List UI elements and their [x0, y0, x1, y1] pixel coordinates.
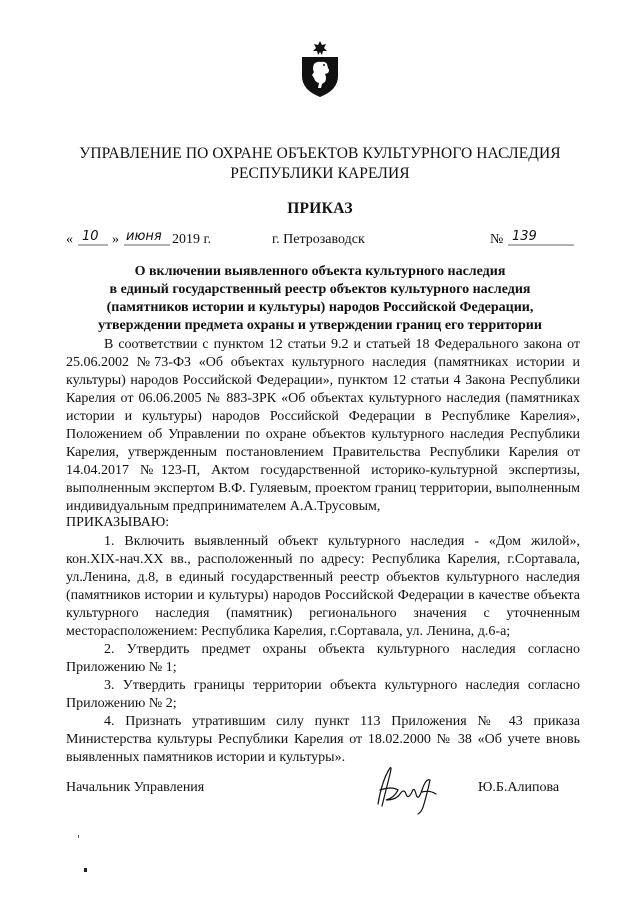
- subject-line: в единый государственный реестр объектов культурного наследия: [109, 282, 531, 297]
- order-items: [66, 533, 580, 767]
- number-label: №: [490, 232, 504, 247]
- handwritten-signature-icon: [370, 760, 450, 818]
- order-number: 139: [512, 229, 537, 244]
- order-item-4: 4. Признать утратившим силу пункт 113 Приложения № 43 приказа Министерства культуры Республики Карелия от 18.02.2000 № 38 «Об учете вновь выявленных памятников истории и культуры».: [66, 714, 580, 765]
- subject-line: утверждении предмета охраны и утверждении границ его территории: [98, 318, 542, 333]
- scan-mark: [84, 868, 87, 872]
- coat-of-arms-icon: [297, 40, 343, 98]
- preamble: [66, 336, 580, 516]
- quote-close: »: [112, 232, 119, 247]
- signatory-name: Ю.Б.Алипова: [478, 780, 560, 795]
- subject-line: (памятников истории и культуры) народов Российской Федерации,: [106, 300, 534, 315]
- org-line-1: УПРАВЛЕНИЕ ПО ОХРАНЕ ОБЪЕКТОВ КУЛЬТУРНОГО НАСЛЕДИЯ: [79, 145, 561, 162]
- date-day: 10: [82, 229, 99, 244]
- quote-open: «: [66, 232, 73, 247]
- order-item-3: 3. Утвердить границы территории объекта культурного наследия согласно Приложению № 2;: [66, 678, 580, 711]
- city: г. Петрозаводск: [272, 232, 365, 247]
- date-month: июня: [126, 229, 162, 244]
- signatory-position: Начальник Управления: [66, 780, 205, 795]
- order-item-2: 2. Утвердить предмет охраны объекта культурного наследия согласно Приложению № 1;: [66, 642, 580, 675]
- document-type: ПРИКАЗ: [287, 200, 353, 217]
- organization-name: [60, 144, 580, 184]
- order-word: ПРИКАЗЫВАЮ:: [66, 515, 170, 530]
- date-year: 2019 г.: [172, 232, 212, 247]
- scan-mark: [78, 835, 79, 838]
- number-underline: [508, 244, 574, 247]
- preamble-text: В соответствии с пунктом 12 статьи 9.2 и статьей 18 Федерального закона от 25.06.2002 №73-ФЗ «Об объектах культурного наследия (памятниках истории и культуры) народов Российской Федерации», пунктом 12 статьи 4 Закона Республики Карелия от 06.06.2005 № 883-ЗРК «Об объектах культурного наследия (памятниках истории и культуры) народов Российской Федерации в Республике Карелия», Положением об Управлении по охране объектов культурного наследия Республики Карелия, утвержденным постановлением Правительства Республики Карелия от 14.04.2017 №123-П, Актом государственной историко-культурной экспертизы, выполненным экспертом В.Ф. Гуляевым, проектом границ территории, выполненным индивидуальным предпринимателем А.А.Трусовым,: [66, 337, 580, 514]
- order-item-1: 1. Включить выявленный объект культурного наследия - «Дом жилой», кон.XIX-нач.XX вв., расположенный по адресу: Республика Карелия, г.Сортавала, ул.Ленина, д.8, в единый государственный реестр объектов культурного наследия (памятников истории и культуры) народов Российской Федерации в качестве объекта культурного наследия (памятник) регионального значения с уточненным месторасположением: Республика Карелия, г.Сортавала, ул. Ленина, д.6-а;: [66, 534, 580, 639]
- org-line-2: РЕСПУБЛИКИ КАРЕЛИЯ: [230, 165, 410, 182]
- order-subject: [70, 263, 570, 335]
- subject-line: О включении выявленного объекта культурного наследия: [134, 264, 506, 279]
- date-underline: [78, 244, 170, 247]
